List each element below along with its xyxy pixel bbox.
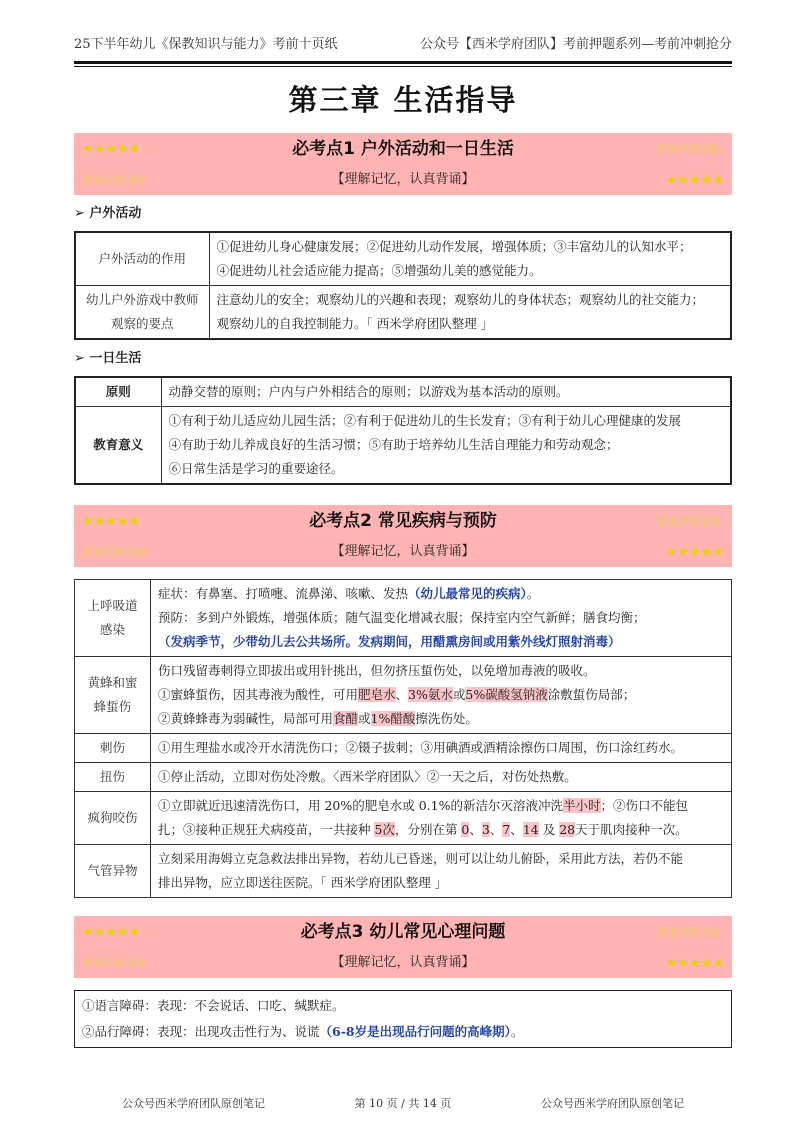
footer-right: 公众号西米学府团队原创笔记 <box>541 1097 684 1110</box>
text-segment: ①蜜蜂蜇伤，因其毒液为酸性，可用 <box>158 687 359 702</box>
highlighted-text: 食醋 <box>333 711 359 726</box>
note-text: （幼儿最常见的疾病） <box>408 586 527 601</box>
text-line <box>158 707 724 731</box>
spacer <box>74 1048 732 1096</box>
highlighted-text: 0 <box>461 822 470 837</box>
text-segment: 扎；③接种正规狂犬病疫苗，一共接种 <box>158 822 375 837</box>
section-heading <box>74 205 732 223</box>
text-segment: 注意幼儿的安全；观察幼儿的兴趣和表现；观察幼儿的身体状态；观察幼儿的社交能力； <box>216 292 705 307</box>
stars-icon: ★★★★★ <box>82 513 141 529</box>
text-line <box>169 380 724 404</box>
text-segment: 预防：多到户外锻炼，增强体质；随气温变化增减衣服；保持室内空气新鲜；膳食均衡； <box>158 610 646 625</box>
text-line <box>158 847 724 871</box>
text-segment: ①停止活动，立即对伤处冷敷。〈西米学府团队〉②一天之后，对伤处热敷。 <box>158 769 577 784</box>
row-content <box>209 286 731 340</box>
table-row <box>75 407 731 485</box>
table-row <box>75 734 732 763</box>
section-heading-text: 户外活动 <box>89 206 142 221</box>
page-footer <box>74 1096 732 1112</box>
highlighted-text: 5次 <box>374 822 395 837</box>
banner-1 <box>74 133 732 195</box>
row-key: 户外活动的作用 <box>75 232 209 286</box>
banner-watermark: 西米学府团队 <box>82 546 148 559</box>
text-segment: ①有利于幼儿适应幼儿园生活；②有利于促进幼儿的生长发育；③有利于幼儿心理健康的发展 <box>168 413 682 428</box>
text-segment: ②黄蜂蜂毒为弱碱性，局部可用 <box>158 711 334 726</box>
header-left: 25下半年幼儿《保教知识与能力》考前十页纸 <box>74 37 338 52</box>
text-segment: ④有助于幼儿养成良好的生活习惯；⑤有助于培养幼儿生活自理能力和劳动观念； <box>168 437 619 452</box>
text-line <box>169 433 724 457</box>
chapter-title: 第三章 生活指导 <box>288 83 518 117</box>
text-segment: 。 <box>526 586 540 601</box>
text-segment: 、 <box>469 822 482 837</box>
banner-title: 必考点2 常见疾病与预防 <box>309 511 497 531</box>
diseases-table <box>74 579 732 898</box>
text-segment: 擦洗伤处。 <box>415 711 478 726</box>
row-key: 气管异物 <box>75 845 151 898</box>
stars-icon: ★★★★★ <box>665 172 724 188</box>
stars-icon: ★★★★★ <box>665 544 724 560</box>
row-key: 疯狗咬伤 <box>75 792 151 845</box>
table-row <box>75 232 731 286</box>
text-line <box>158 683 724 707</box>
row-content <box>151 580 732 657</box>
row-content <box>151 845 732 898</box>
banner-subtitle: 【理解记忆，认真背诵】 <box>331 955 475 970</box>
text-segment: ④促进幼儿社会适应能力提高；⑤增强幼儿美的感觉能力。 <box>216 263 542 278</box>
text-segment: 动静交替的原则；户内与户外相结合的原则；以游戏为基本活动的原则。 <box>168 384 569 399</box>
text-segment: ①立即就近迅速清洗伤口，用 20%的肥皂水或 0.1%的新洁尔灭溶液冲洗 <box>158 798 563 813</box>
text-segment: 症状：有鼻塞、打喷嚏、流鼻涕、咳嗽、发热 <box>158 586 409 601</box>
row-key: 刺伤 <box>75 734 151 763</box>
banner-watermark: 西米学府团队 <box>82 957 148 970</box>
note-text: （6-8岁是出现品行问题的高峰期） <box>319 1024 511 1039</box>
text-line <box>217 259 724 283</box>
text-segment: 或 <box>452 687 466 702</box>
text-segment: 观察幼儿的自我控制能力。「 西米学府团队整理 」 <box>216 316 494 331</box>
highlighted-text: 3 <box>481 822 490 837</box>
highlighted-text: 3%氨水 <box>408 687 453 702</box>
banner-watermark: 西米学府团队 <box>656 143 722 156</box>
text-line <box>158 871 724 895</box>
row-key: 教育意义 <box>75 407 161 485</box>
text-segment: ②品行障碍：表现：出现攻击性行为、说谎 <box>82 1024 320 1039</box>
psych-problems-box <box>74 990 732 1048</box>
row-key: 上呼吸道感染 <box>75 580 151 657</box>
stars-icon: ★★★★★ <box>82 141 141 157</box>
banner-2 <box>74 505 732 567</box>
row-content <box>209 232 731 286</box>
text-segment: 立刻采用海姆立克急救法排出异物，若幼儿已昏迷，则可以让幼儿俯卧，采用此方法，若仍不能 <box>158 851 684 866</box>
text-line <box>158 765 724 789</box>
stars-icon: ★★★★★ <box>82 924 141 940</box>
banner-title: 必考点1 户外活动和一日生活 <box>292 139 514 159</box>
highlighted-text: 肥皂水 <box>358 687 396 702</box>
banner-watermark: 西米学府团队 <box>656 515 722 528</box>
text-line <box>169 409 724 433</box>
text-segment: 排出异物，应立即送往医院。「 西米学府团队整理 」 <box>158 875 448 890</box>
footer-page-number: 第 10 页 / 共 14 页 <box>354 1097 452 1110</box>
text-segment: 或 <box>358 711 371 726</box>
text-segment: 。 <box>510 1024 524 1039</box>
text-segment: ①语言障碍：表现：不会说话、口吃、缄默症。 <box>82 998 345 1013</box>
table-row <box>75 657 732 734</box>
banner-3 <box>74 916 732 978</box>
table-row <box>75 792 732 845</box>
highlighted-text: 5%碳酸氢钠液 <box>465 687 548 702</box>
footer-left: 公众号西米学府团队原创笔记 <box>122 1097 265 1110</box>
text-line <box>158 794 724 818</box>
table-row <box>75 763 732 792</box>
text-line <box>158 659 724 683</box>
row-key: 原则 <box>75 377 161 407</box>
text-segment: 涂敷蜇伤局部； <box>547 687 636 702</box>
text-segment: 及 <box>538 822 560 837</box>
text-line <box>217 288 724 312</box>
text-segment: 伤口残留毒刺得立即拔出或用针挑出，但勿挤压蜇伤处，以免增加毒液的吸收。 <box>158 663 596 678</box>
text-line <box>82 993 724 1019</box>
banner-subtitle: 【理解记忆，认真背诵】 <box>331 172 475 187</box>
section-heading <box>74 350 732 368</box>
daily-life-table <box>74 376 732 485</box>
header-divider <box>74 61 732 67</box>
highlighted-text: 半小时 <box>563 798 601 813</box>
text-line <box>82 1019 724 1045</box>
row-content <box>161 377 731 407</box>
section-heading-text: 一日生活 <box>89 351 142 366</box>
row-content <box>151 763 732 792</box>
highlighted-text: 14 <box>522 822 539 837</box>
text-line <box>217 235 724 259</box>
table-row <box>75 286 731 340</box>
text-segment: ⑥日常生活是学习的重要途径。 <box>168 461 344 476</box>
text-segment: 天于肌肉接种一次。 <box>575 822 688 837</box>
stars-icon: ★★★★★ <box>665 955 724 971</box>
table-row <box>75 845 732 898</box>
row-content <box>151 734 732 763</box>
arrow-bullet-icon: ➢ <box>74 206 90 221</box>
text-segment: 、 <box>395 687 409 702</box>
text-line <box>158 818 724 842</box>
header-right: 公众号【西米学府团队】考前押题系列—考前冲刺抢分 <box>419 37 732 52</box>
banner-watermark: 西米学府团队 <box>82 174 148 187</box>
text-segment: 、 <box>510 822 523 837</box>
text-line <box>158 582 724 606</box>
outdoor-activity-table <box>74 231 732 340</box>
row-content <box>151 792 732 845</box>
banner-watermark: 西米学府团队 <box>656 926 722 939</box>
banner-title: 必考点3 幼儿常见心理问题 <box>300 922 506 942</box>
highlighted-text: 1%醋酸 <box>370 711 416 726</box>
table-row <box>75 580 732 657</box>
note-text: （发病季节，少带幼儿去公共场所。发病期间，用醋熏房间或用紫外线灯照射消毒） <box>158 634 621 649</box>
row-key: 幼儿户外游戏中教师观察的要点 <box>75 286 209 340</box>
text-line <box>158 606 724 630</box>
table-row <box>75 377 731 407</box>
row-key: 黄蜂和蜜蜂蜇伤 <box>75 657 151 734</box>
text-line <box>158 736 724 760</box>
page-header <box>74 36 732 54</box>
row-content <box>161 407 731 485</box>
banner-subtitle: 【理解记忆，认真背诵】 <box>331 544 475 559</box>
row-key: 扭伤 <box>75 763 151 792</box>
text-segment: 、 <box>489 822 503 837</box>
highlighted-text: 7 <box>502 822 511 837</box>
text-segment: ；②伤口不能包 <box>600 798 689 813</box>
text-line <box>217 312 724 336</box>
row-content <box>151 657 732 734</box>
text-segment: ①用生理盐水或冷开水清洗伤口；②镊子拔刺；③用碘酒或酒精涂擦伤口周围，伤口涂红药水。 <box>158 740 684 755</box>
text-line <box>158 630 724 654</box>
highlighted-text: 28 <box>559 822 576 837</box>
text-line <box>169 457 724 481</box>
text-segment: ①促进幼儿身心健康发展；②促进幼儿动作发展，增强体质；③丰富幼儿的认知水平； <box>216 239 692 254</box>
text-segment: ，分别在第 <box>394 822 462 837</box>
arrow-bullet-icon: ➢ <box>74 351 90 366</box>
